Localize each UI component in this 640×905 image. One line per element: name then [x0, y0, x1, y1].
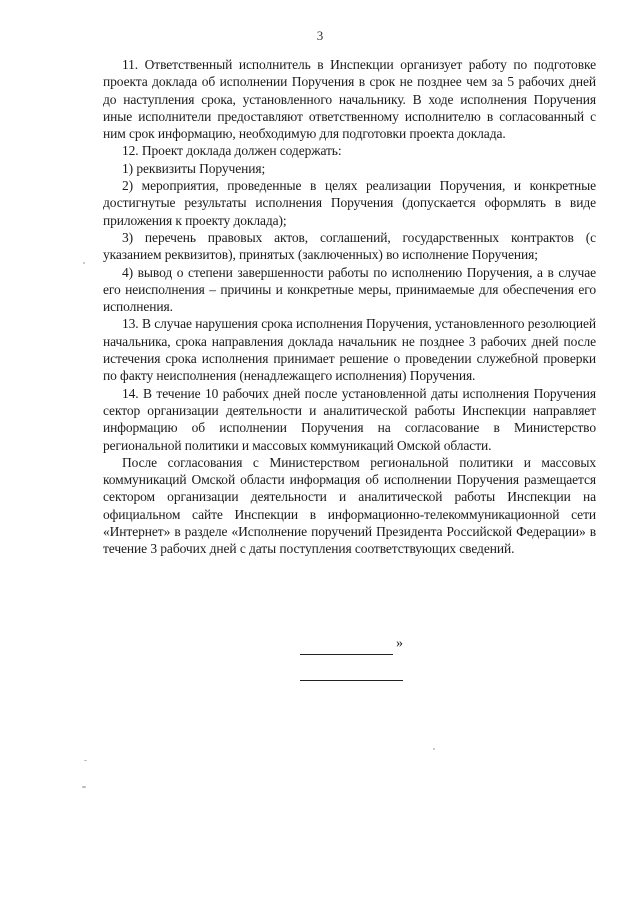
paragraph-13: 13. В случае нарушения срока исполнения Поручения, установленного резолюцией начальника, срока направления доклада начальник не позднее 3 рабочих дней после истечения срока исполнения принимает решение о проведении служебной проверки по факту неисполнения (ненадлежащего исполнения) Поручения. [103, 316, 596, 384]
document-body [103, 56, 596, 558]
closing-quote-mark: » [396, 636, 403, 651]
list-item-1: 1) реквизиты Поручения; [122, 160, 266, 176]
scan-speck [82, 786, 86, 788]
scan-speck [83, 262, 85, 264]
paragraph-11: 11. Ответственный исполнитель в Инспекции организует работу по подготовке проекта доклада об исполнении Поручения в срок не позднее чем за 5 рабочих дней до наступления срока, установленного начальнику. В ходе исполнения Поручения иные исполнители предоставляют ответственному исполнителю в согласованный с ним срок информацию, необходимую для подготовки проекта доклада. [103, 57, 596, 142]
list-item-4: 4) вывод о степени завершенности работы по исполнению Поручения, а в случае его неисполнения – причины и конкретные меры, принимаемые для обеспечения его исполнения. [103, 264, 596, 315]
list-item-3: 3) перечень правовых актов, соглашений, государственных контрактов (с указанием реквизитов), принятых (заключенных) во исполнение Поручения; [103, 229, 596, 263]
scan-speck [433, 748, 435, 750]
closing-line-1 [300, 636, 403, 655]
page-number: 3 [316, 28, 324, 43]
closing-line-2 [300, 666, 403, 681]
paragraph-12: 12. Проект доклада должен содержать: [122, 143, 342, 159]
closing-lines [300, 636, 440, 681]
paragraph-14: 14. В течение 10 рабочих дней после установленной даты исполнения Поручения сектор организации деятельности и аналитической работы Инспекции направляет информацию об исполнении Поручения на согласование в Министерство региональной политики и массовых коммуникаций Омской области. [103, 385, 596, 453]
scan-speck [84, 760, 87, 761]
list-item-2: 2) мероприятия, проведенные в целях реализации Поручения, и конкретные достигнутые результаты исполнения Поручения (допускается оформлять в виде приложения к проекту доклада); [103, 178, 596, 228]
paragraph-after-approval: После согласования с Министерством региональной политики и массовых коммуникаций Омской области информация об исполнении Поручения размещается сектором организации деятельности и аналитической работы Инспекции на официальном сайте Инспекции в информационно-телекоммуникационной сети «Интернет» в разделе «Исполнение поручений Президента Российской Федерации» в течение 3 рабочих дней с даты поступления соответствующих сведений. [103, 454, 596, 557]
